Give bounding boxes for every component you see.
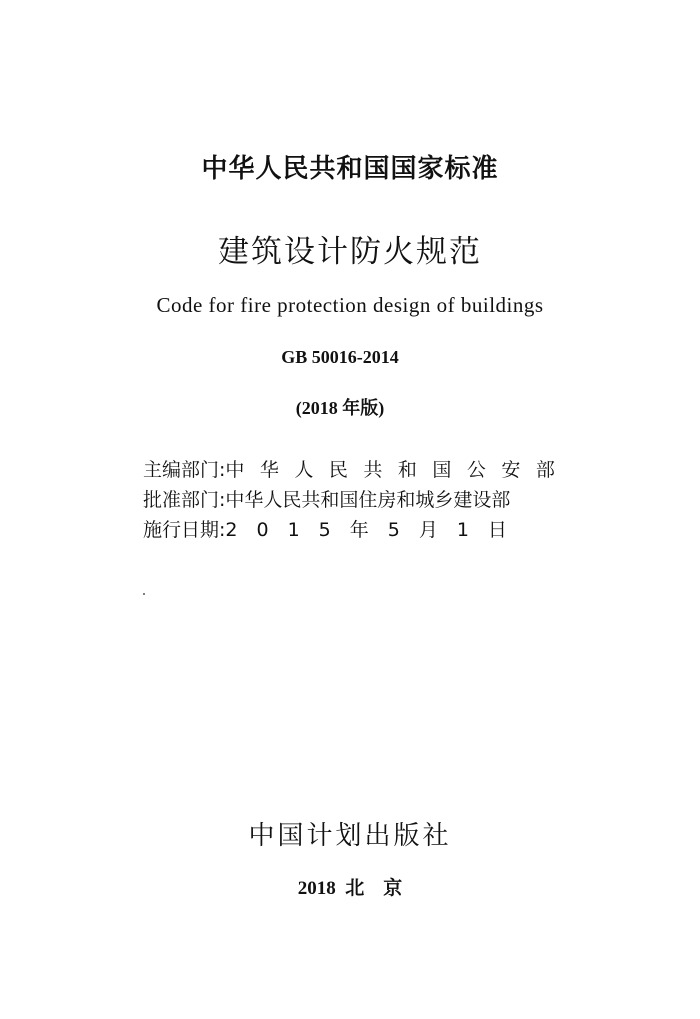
- standard-title-chinese: 建筑设计防火规范: [218, 234, 482, 270]
- effective-date-row: [143, 515, 526, 541]
- standard-title-english: Code for fire protection design of buildings: [156, 293, 544, 317]
- issuer-heading: 中华人民共和国国家标准: [201, 154, 499, 184]
- scan-speck: [143, 593, 145, 595]
- effective-date-value: 2015年5月1日: [225, 518, 526, 541]
- editor-row: [143, 455, 570, 481]
- approver-row: [143, 485, 510, 511]
- edition-note: (2018 年版): [295, 398, 385, 418]
- publisher-name: 中国计划出版社: [248, 821, 452, 851]
- approver-label: 批准部门:: [143, 488, 226, 511]
- editor-label: 主编部门:: [143, 458, 226, 481]
- standard-code: GB 50016-2014: [281, 347, 399, 367]
- effective-date-label: 施行日期:: [143, 518, 226, 541]
- approver-value: 中华人民共和国住房和城乡建设部: [225, 488, 511, 511]
- editor-value: 中华人民共和国公安部: [225, 458, 571, 481]
- publication-place-year: 2018 北 京: [297, 878, 403, 899]
